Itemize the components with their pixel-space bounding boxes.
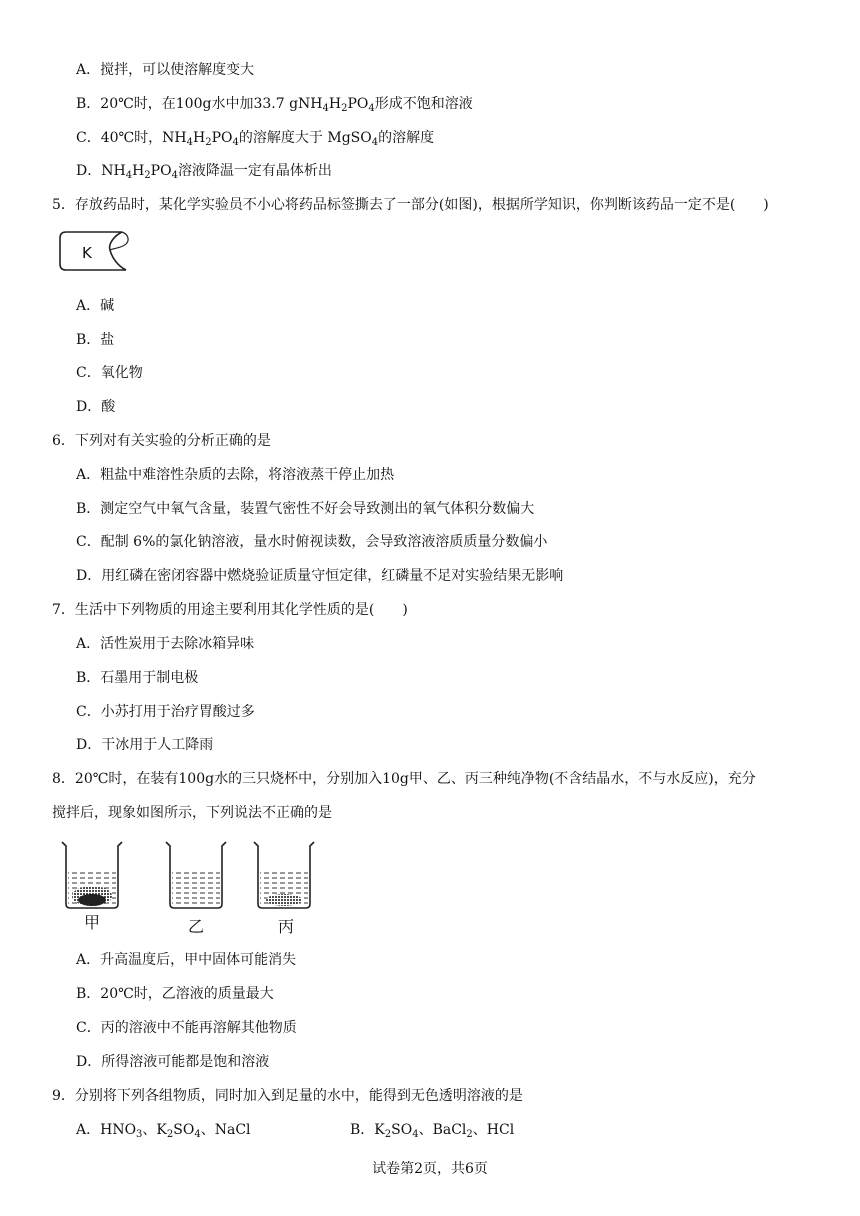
torn-label-figure bbox=[56, 228, 132, 274]
q5-option-b: B．盐 bbox=[76, 332, 115, 348]
label-letter: K bbox=[82, 244, 92, 262]
q6-option-b: B．测定空气中氧气含量，装置气密性不好会导致测出的氧气体积分数偏大 bbox=[76, 501, 535, 517]
q5-option-a: A．碱 bbox=[76, 298, 115, 314]
q4-option-b: B．20℃时，在100g水中加33.7 $gNH_4H_2PO_4$形成不饱和溶液 bbox=[76, 96, 473, 114]
q8-stem-line2: 搅拌后，现象如图所示，下列说法不正确的是 bbox=[52, 805, 332, 821]
q8-option-c: C．丙的溶液中不能再溶解其他物质 bbox=[76, 1020, 297, 1036]
q6-option-c: C．配制 6%的氯化钠溶液，量水时俯视读数，会导致溶液溶质质量分数偏小 bbox=[76, 534, 548, 550]
q7-option-d: D．干冰用于人工降雨 bbox=[76, 737, 214, 753]
q9-stem: 9．分别将下列各组物质，同时加入到足量的水中，能得到无色透明溶液的是 bbox=[52, 1088, 523, 1104]
beaker-label-yi: 乙 bbox=[188, 917, 205, 936]
q6-stem: 6．下列对有关实验的分析正确的是 bbox=[52, 433, 271, 449]
beakers-figure bbox=[56, 836, 316, 940]
q8-option-d: D．所得溶液可能都是饱和溶液 bbox=[76, 1054, 270, 1070]
beaker-bing bbox=[254, 842, 314, 936]
q5-stem: 5．存放药品时，某化学实验员不小心将药品标签撕去了一部分(如图)，根据所学知识，你判断该药品一定不是( ) bbox=[52, 197, 769, 213]
q4-option-d: D．$NH_4H_2PO_4$溶液降温一定有晶体析出 bbox=[76, 163, 332, 181]
q5-option-c: C．氧化物 bbox=[76, 365, 143, 381]
q8-option-b: B．20℃时，乙溶液的质量最大 bbox=[76, 986, 274, 1002]
q4-option-c: C．40℃时，$NH_4H_2PO_4$的溶解度大于 MgSO$_4$的溶解度 bbox=[76, 130, 435, 148]
beaker-label-jia: 甲 bbox=[84, 913, 101, 932]
q6-option-d: D．用红磷在密闭容器中燃烧验证质量守恒定律，红磷量不足对实验结果无影响 bbox=[76, 568, 564, 584]
q8-stem-line1: 8．20℃时，在装有100g水的三只烧杯中，分别加入10g甲、乙、丙三种纯净物(不含结晶水，不与水反应)，充分 bbox=[52, 771, 756, 787]
q7-stem: 7．生活中下列物质的用途主要利用其化学性质的是( ) bbox=[52, 602, 408, 618]
q9-option-a: A．$HNO_3$、$K_2SO_4$、NaCl bbox=[76, 1122, 251, 1140]
q7-option-b: B．石墨用于制电极 bbox=[76, 670, 199, 686]
q5-option-d: D．酸 bbox=[76, 399, 116, 415]
beaker-yi bbox=[166, 842, 226, 936]
q8-option-a: A．升高温度后，甲中固体可能消失 bbox=[76, 952, 297, 968]
q4-option-a: A．搅拌，可以使溶解度变大 bbox=[76, 62, 255, 78]
q9-option-b: B．$K_2SO_4$、BaCl$_2$、HCl bbox=[350, 1122, 515, 1140]
q6-option-a: A．粗盐中难溶性杂质的去除，将溶液蒸干停止加热 bbox=[76, 467, 395, 483]
beaker-jia bbox=[62, 842, 122, 932]
q7-option-c: C．小苏打用于治疗胃酸过多 bbox=[76, 704, 255, 720]
page-footer: 试卷第2页，共6页 bbox=[372, 1161, 488, 1177]
q7-option-a: A．活性炭用于去除冰箱异味 bbox=[76, 636, 255, 652]
beaker-label-bing: 丙 bbox=[278, 917, 295, 936]
